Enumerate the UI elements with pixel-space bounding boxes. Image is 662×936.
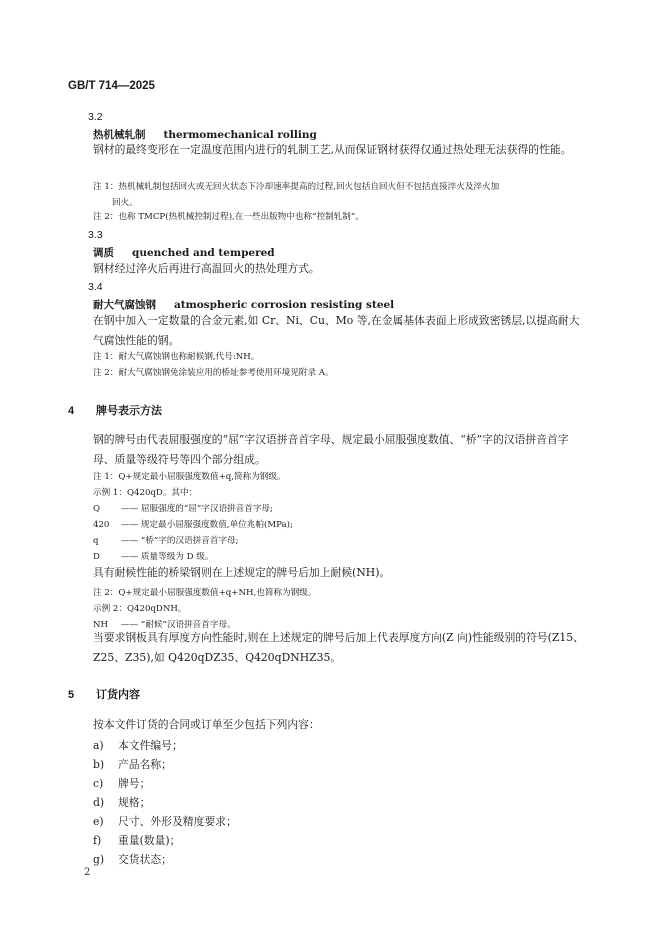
legend-symbol: q — [93, 536, 99, 546]
legend-desc: —— “耐候”汉语拼音首字母。 — [121, 620, 236, 630]
section-title: 订货内容 — [96, 689, 140, 701]
legend-symbol: NH — [93, 620, 109, 630]
legend-symbol: Q — [93, 504, 101, 514]
term-en: quenched and tempered — [132, 247, 275, 259]
note-continuation: 回火。 — [112, 198, 138, 208]
page-number: 2 — [84, 867, 91, 878]
list-item-label: b) — [93, 758, 105, 771]
document-code: GB/T 714—2025 — [68, 80, 155, 92]
legend-desc: —— 屈服强度的“屈”字汉语拼音首字母; — [121, 504, 273, 514]
note: 注 2：耐大气腐蚀钢免涂装应用的桥址参考使用环境见附录 A。 — [93, 368, 334, 378]
definition-text: 钢材的最终变形在一定温度范围内进行的轧制工艺,从而保证钢材获得仅通过热处理无法获得的性能。 — [93, 143, 572, 156]
note: 注 1：热机械轧制包括回火或无回火状态下冷却速率提高的过程,回火包括自回火但不包括直接淬火及淬火加 — [93, 182, 500, 192]
legend-desc: —— “桥”字的汉语拼音首字母; — [121, 536, 239, 546]
term-definition — [93, 140, 581, 160]
example-label: 示例 2：Q420qDNH。 — [93, 604, 187, 614]
clause-number: 3.4 — [88, 281, 103, 293]
term-title — [93, 245, 275, 260]
term-en: thermomechanical rolling — [163, 129, 317, 141]
section-heading — [68, 402, 162, 418]
clause-number: 3.2 — [88, 111, 103, 123]
paragraph: 当要求钢板具有厚度方向性能时,则在上述规定的牌号后加上代表厚度方向(Z 向)性能级别的符号(Z15、Z25、Z35),如 Q420qDZ35、Q420qDNHZ35。 — [93, 631, 584, 664]
list-item: 规格； — [118, 796, 151, 809]
legend-desc: —— 质量等级为 D 级。 — [121, 552, 214, 562]
section-title: 牌号表示方法 — [96, 405, 162, 417]
clause-number: 3.3 — [88, 229, 103, 241]
paragraph: 具有耐候性能的桥梁钢则在上述规定的牌号后加上耐候(NH)。 — [93, 566, 391, 579]
section-number: 5 — [68, 689, 75, 701]
note: 注 2：Q+规定最小屈服强度数值+q+NH,也简称为钢级。 — [93, 588, 317, 598]
list-item-label: f) — [93, 834, 102, 847]
paragraph: 钢的牌号由代表屈服强度的“屈”字汉语拼音首字母、规定最小屈服强度数值、“桥”字的汉语拼音首字母、质量等级符号等四个部分组成。 — [93, 433, 569, 466]
term-definition: 钢材经过淬火后再进行高温回火的热处理方式。 — [93, 262, 320, 275]
legend-symbol: D — [93, 552, 100, 562]
paragraph: 按本文件订货的合同或订单至少包括下列内容： — [93, 718, 320, 731]
term-zh: 调质 — [93, 247, 114, 259]
list-item: 本文件编号； — [118, 739, 183, 752]
list-item: 尺寸、外形及精度要求； — [118, 815, 237, 828]
section-heading — [68, 686, 140, 702]
section-number: 4 — [68, 405, 75, 417]
term-zh: 耐大气腐蚀钢 — [93, 299, 156, 311]
note: 注 2：也称 TMCP(热机械控制过程),在一些出版物中也称“控制轧制”。 — [93, 212, 364, 222]
note: 注 1：Q+规定最小屈服强度数值+q,简称为钢级。 — [93, 472, 286, 482]
list-item: 交货状态； — [118, 853, 172, 866]
list-item: 牌号； — [118, 777, 151, 790]
note: 注 1：耐大气腐蚀钢也称耐候钢,代号:NH。 — [93, 352, 260, 362]
list-item-label: e) — [93, 815, 104, 828]
legend-symbol: 420 — [93, 520, 110, 530]
list-item: 产品名称； — [118, 758, 172, 771]
list-item-label: d) — [93, 796, 105, 809]
term-definition: 在钢中加入一定数量的合金元素,如 Cr、Ni、Cu、Mo 等,在金属基体表面上形成致密锈层,以提高耐大气腐蚀性能的钢。 — [93, 314, 580, 347]
list-item: 重量(数量)； — [118, 834, 181, 847]
list-item-label: g) — [93, 853, 105, 866]
list-item-label: c) — [93, 777, 104, 790]
legend-desc: —— 规定最小屈服强度数值,单位兆帕(MPa); — [121, 520, 293, 530]
example-label: 示例 1：Q420qD。其中： — [93, 488, 198, 498]
term-zh: 热机械轧制 — [93, 129, 146, 141]
term-en: atmospheric corrosion resisting steel — [174, 299, 395, 311]
list-item-label: a) — [93, 739, 104, 752]
term-title — [93, 297, 394, 312]
